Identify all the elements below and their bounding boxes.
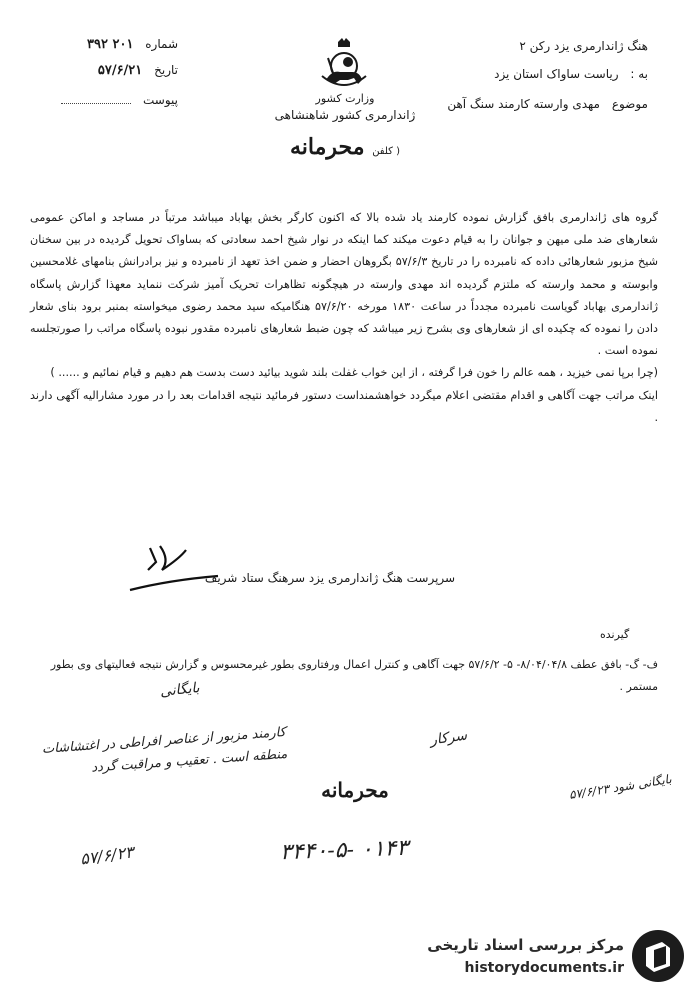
signature-scribble-icon	[110, 540, 220, 600]
org-name: ژاندارمری کشور شاهنشاهی	[274, 108, 416, 122]
to-value: ریاست ساواک استان یزد	[494, 67, 619, 81]
handwritten-scrawl: ۵۷/۶/۲۳	[78, 842, 135, 869]
attachment-label: پیوست	[143, 93, 178, 107]
ministry-name: وزارت کشور	[315, 92, 375, 105]
footer-url[interactable]: historydocuments.ir	[464, 960, 624, 976]
handwritten-file-number: ۳۴۴۰-۵- ۰۱۴۳	[279, 835, 409, 866]
handwritten-left-note: کارمند مزبور از عناصر افراطی در اغتشاشات منطقه است . تعقیب و مراقبت گردد	[41, 724, 288, 776]
closing-paragraph: اینک مراتب جهت آگاهی و اقدام مقتضی اعلام میگردد خواهشمنداست دستور فرمائید نتیجه اقدامات بعد را در مورد مشارالیه آگهی دارند .	[30, 388, 658, 424]
date-value: ۵۷/۶/۲۱	[97, 63, 143, 78]
classification-small: ( کلفن	[372, 146, 401, 157]
recipients-label: گیرنده	[600, 628, 630, 641]
header-attachment	[38, 92, 178, 108]
handwritten-right-note: بایگانی شود ۵۷/۶/۲۳	[568, 771, 673, 802]
date-label: تاریخ	[154, 63, 178, 77]
handwritten-classification: محرمانه	[321, 778, 389, 802]
recipients-text: ف- گ- بافق عطف ۸/۰۴/۰۴/۸- ۵- ۵۷/۶/۲ جهت آگاهی و کنترل اعمال ورفتاروی بطور غیرمحسوس و گزارش نتیجه فعالیتهای وی بطور مستمر .	[50, 658, 658, 693]
letter-body	[30, 207, 658, 429]
handwritten-archive-note: بایگانی	[159, 679, 201, 701]
number-value: ۲۰۱ ۳۹۲	[87, 37, 134, 52]
to-label: به :	[630, 67, 648, 81]
unit-name: هنگ ژاندارمری یزد رکن ۲	[519, 39, 648, 53]
attachment-blank	[61, 103, 131, 104]
subject-value: مهدی وارسته کارمند سنگ آهن	[447, 97, 600, 111]
footer-title: مرکز بررسی اسناد تاریخی	[427, 936, 624, 954]
header-to	[494, 66, 648, 82]
classification-stamp	[250, 134, 440, 160]
handwritten-right-top: سرکار	[429, 727, 469, 749]
lion-and-sun-emblem-icon	[318, 36, 370, 92]
number-label: شماره	[145, 37, 178, 51]
subject-label: موضوع	[611, 97, 648, 111]
signer-title: سرپرست هنگ ژاندارمری یزد سرهنگ ستاد شریف	[204, 571, 456, 585]
header-subject	[447, 96, 648, 112]
archive-logo-icon	[632, 930, 684, 982]
body-paragraph: گروه های ژاندارمری بافق گزارش نموده کارمند یاد شده بالا که اکنون کارگر بخش بهاباد میباشد مرتباً در مساجد و اماکن عمومی شعارهای ضد ملی میهن و جوانان را به قیام دعوت میکند کما اینکه در نوار شیخ احمد سعادتی که بساواک تحویل گردیده در بین سخنان شیخ مزبور شعارهائی داده که نامبرده را در تاریخ ۵۷/۶/۳ بگروهان احضار و ضمن اخذ تعهد از نامبرده و نیز برادرانش بنامهای غلامحسین وابوسته و محمد وارسته که ملتزم گردیده اند مهدی وارسته در هیچگونه تظاهرات تحریک آمیز شرکت ننماید معهذا گزارش پاسگاه ژاندارمری بهاباد گویاست نامبرده مجدداً در ساعت ۱۸۳۰ مورخه ۵۷/۶/۲۰ هنگامیکه سید محمد رضوی میخواسته بمنبر برود بنای شعار دادن را نموده که چکیده ای از شعارهای وی بشرح زیر میباشد که چون ضبط شعارهای نامبرده مقدور نبوده پاسگاه مراتب را صورتجلسه نموده است .	[30, 211, 659, 358]
header-number	[38, 36, 178, 53]
classification-label: محرمانه	[289, 134, 365, 160]
header-unit	[519, 38, 648, 54]
header-date	[38, 62, 178, 79]
slogans-paragraph: (چرا برپا نمی خیزید ، همه عالم را خون فرا گرفته ، از این خواب غفلت بلند شوید بیائید دست بدست هم دهیم و قیام نمائیم و ...... )	[50, 366, 658, 380]
